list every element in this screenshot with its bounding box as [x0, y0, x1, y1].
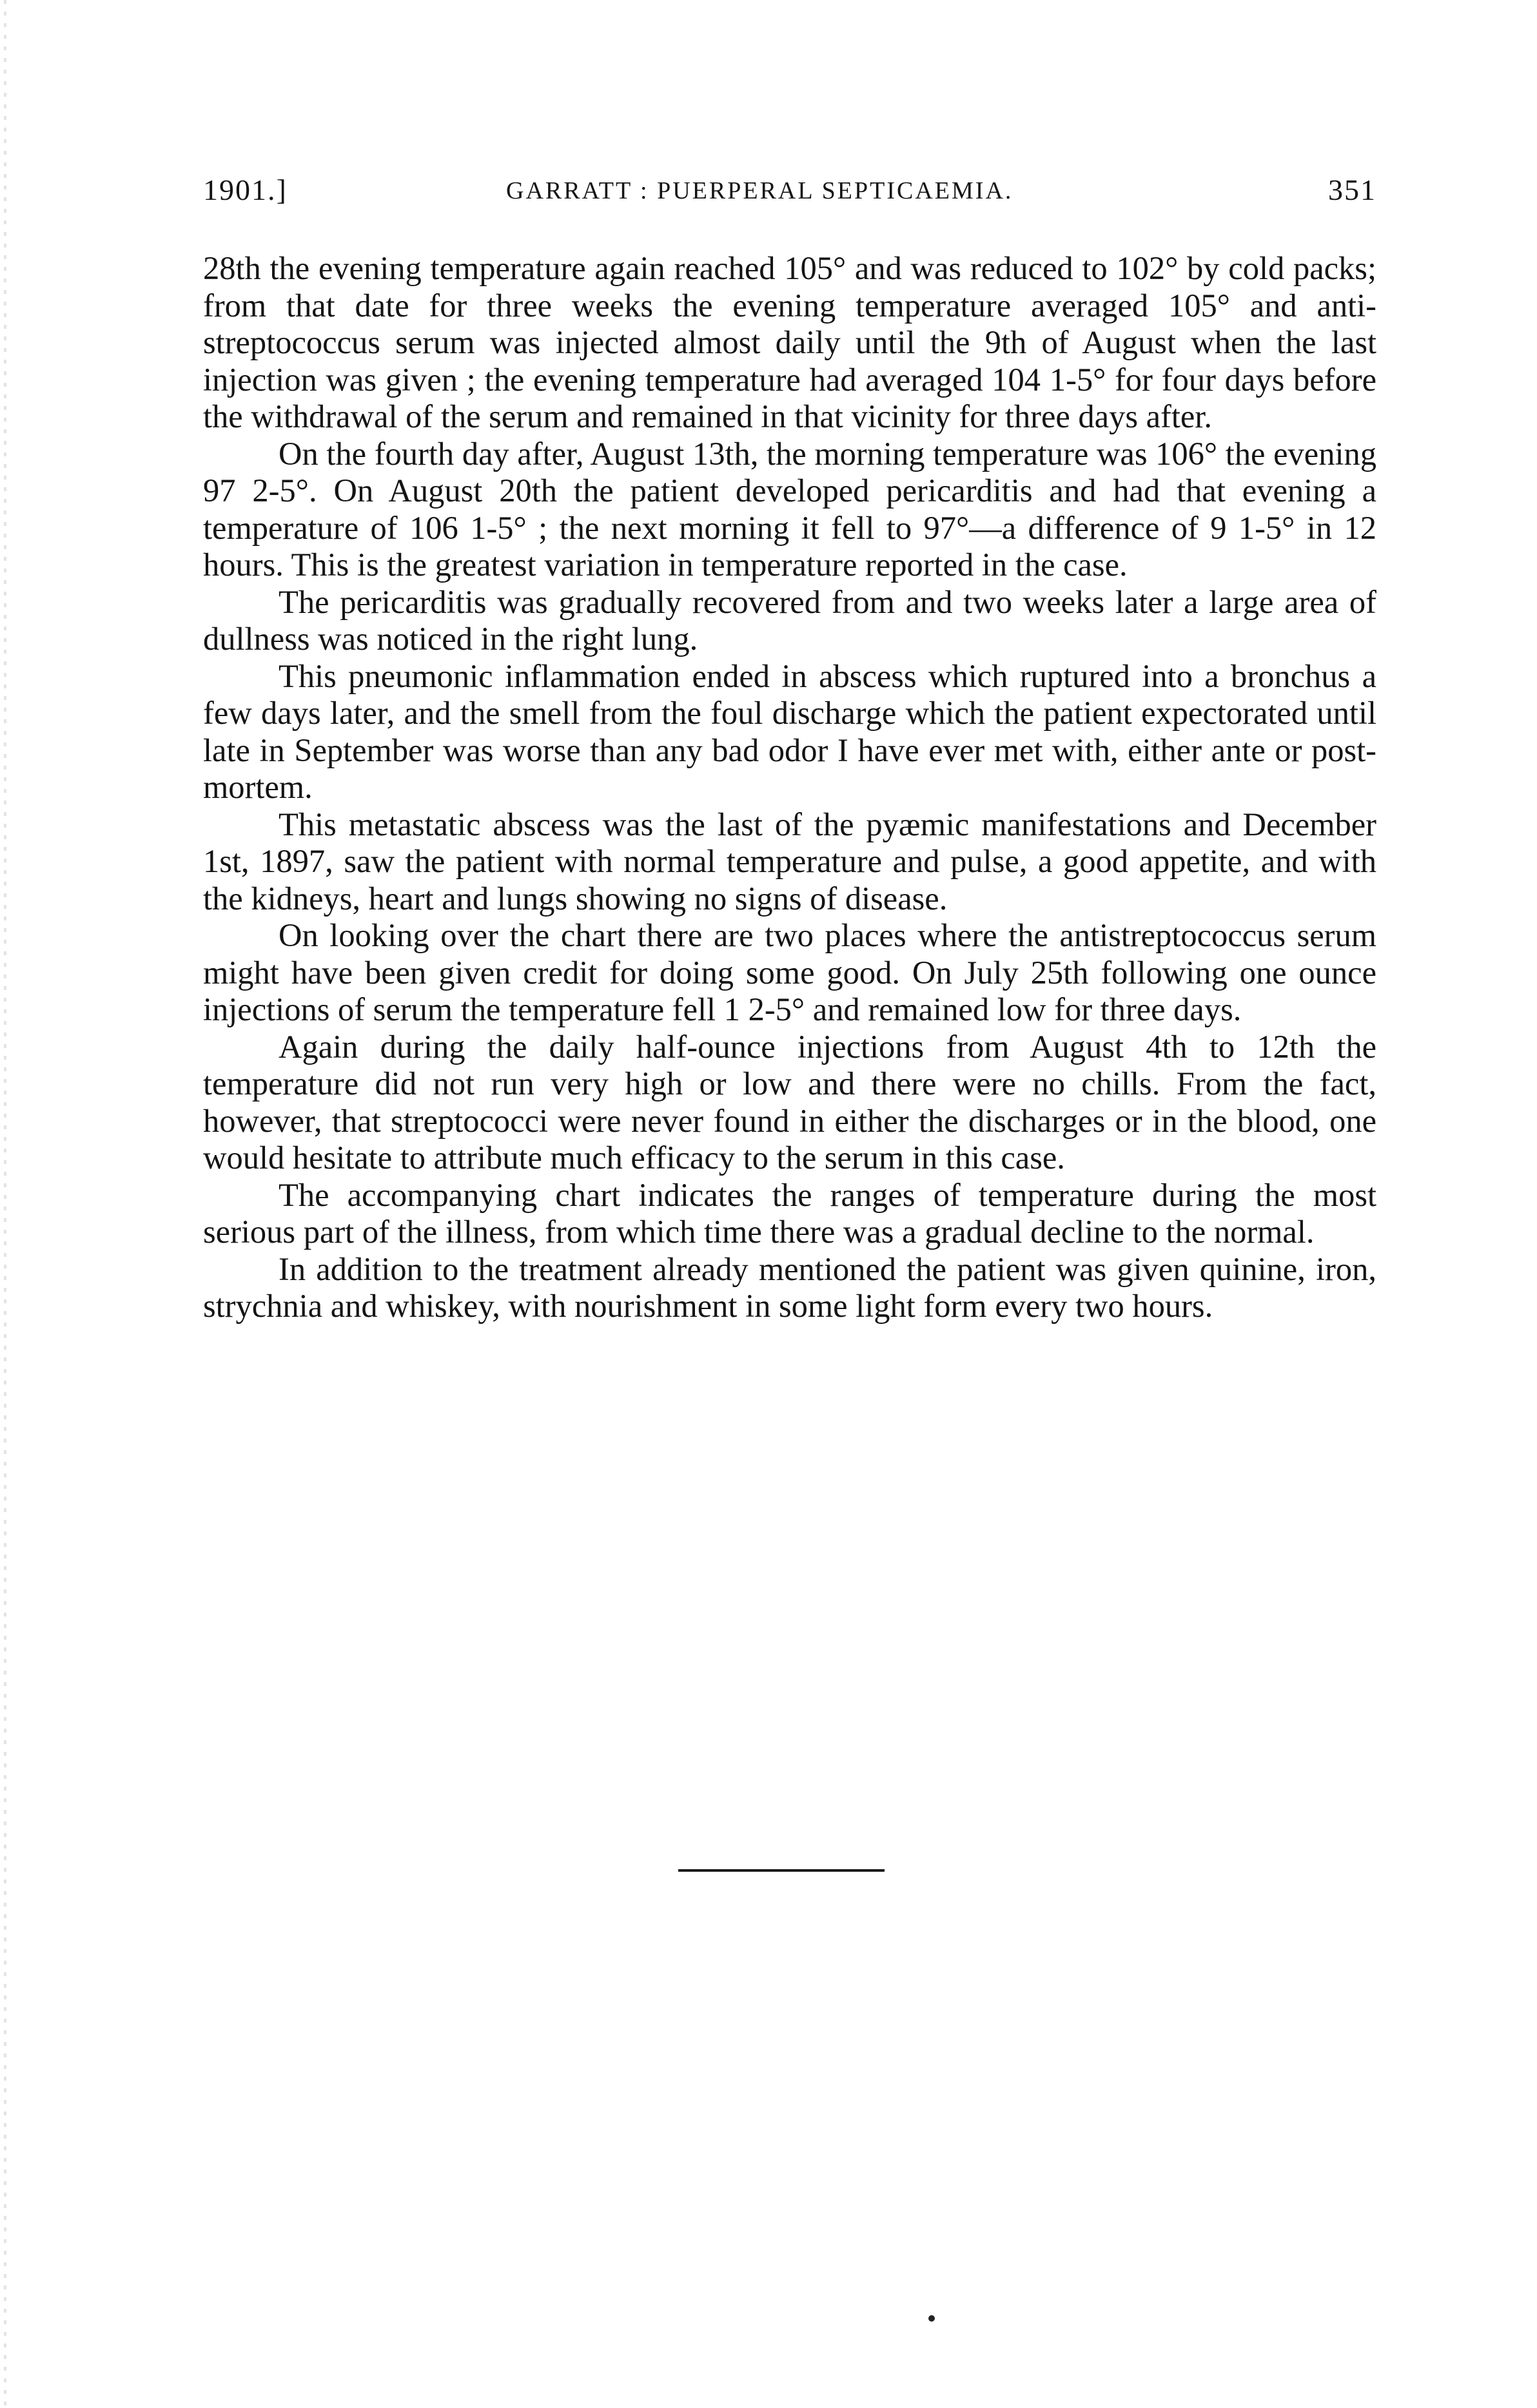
body-text — [203, 250, 1376, 1325]
paragraph-2: On the fourth day after, August 13th, the morning temperature was 106° the evening 97 2-5°. On August 20th the patient developed pericarditis and had that evening a temperature of 106 1-5° ; the next morning it fell to 97°—a difference of 9 1-5° in 12 hours. This is the greatest variation in temperature reported in the case. — [203, 435, 1376, 583]
paragraph-5: This metastatic abscess was the last of the pyæmic manifestations and December 1st, 1897, saw the patient with normal temperature and pulse, a good appetite, and with the kidneys, heart and lungs showing no signs of disease. — [203, 806, 1376, 917]
section-end-rule — [678, 1869, 885, 1872]
paragraph-1: 28th the evening temperature again reached 105° and was reduced to 102° by cold packs; from that date for three weeks the evening temperature averaged 105° and anti-streptococcus serum was injected almost daily until the 9th of August when the last injection was given ; the evening temperature had averaged 104 1-5° for four days before the withdrawal of the serum and remained in that vicinity for three days after. — [203, 250, 1376, 434]
header-year: 1901.] — [203, 173, 288, 206]
header-title: GARRATT : PUERPERAL SEPTICAEMIA. — [506, 177, 1013, 204]
paragraph-7: Again during the daily half-ounce injections from August 4th to 12th the temperature did not run very high or low and there were no chills. From the fact, however, that streptococci were never found in either the discharges or in the blood, one would hesitate to attribute much efficacy to the serum in this case. — [203, 1028, 1376, 1176]
page-number: 351 — [1328, 173, 1376, 206]
paragraph-9: In addition to the treatment already mentioned the patient was given quinine, iron, strychnia and whiskey, with nourishment in some light form every two hours. — [203, 1250, 1376, 1324]
scan-edge-artifact — [4, 0, 6, 2408]
running-header — [203, 173, 1376, 218]
print-speck — [928, 2315, 935, 2322]
paragraph-6: On looking over the chart there are two places where the antistreptococcus serum might have been given credit for doing some good. On July 25th following one ounce injections of serum the temperature fell 1 2-5° and remained low for three days. — [203, 917, 1376, 1027]
paragraph-8: The accompanying chart indicates the ranges of temperature during the most serious part of the illness, from which time there was a gradual decline to the normal. — [203, 1176, 1376, 1250]
paragraph-3: The pericarditis was gradually recovered from and two weeks later a large area of dullness was noticed in the right lung. — [203, 583, 1376, 657]
paragraph-4: This pneumonic inflammation ended in abscess which ruptured into a bronchus a few days later, and the smell from the foul discharge which the patient expectorated until late in September was worse than any bad odor I have ever met with, either ante or post-mortem. — [203, 657, 1376, 805]
